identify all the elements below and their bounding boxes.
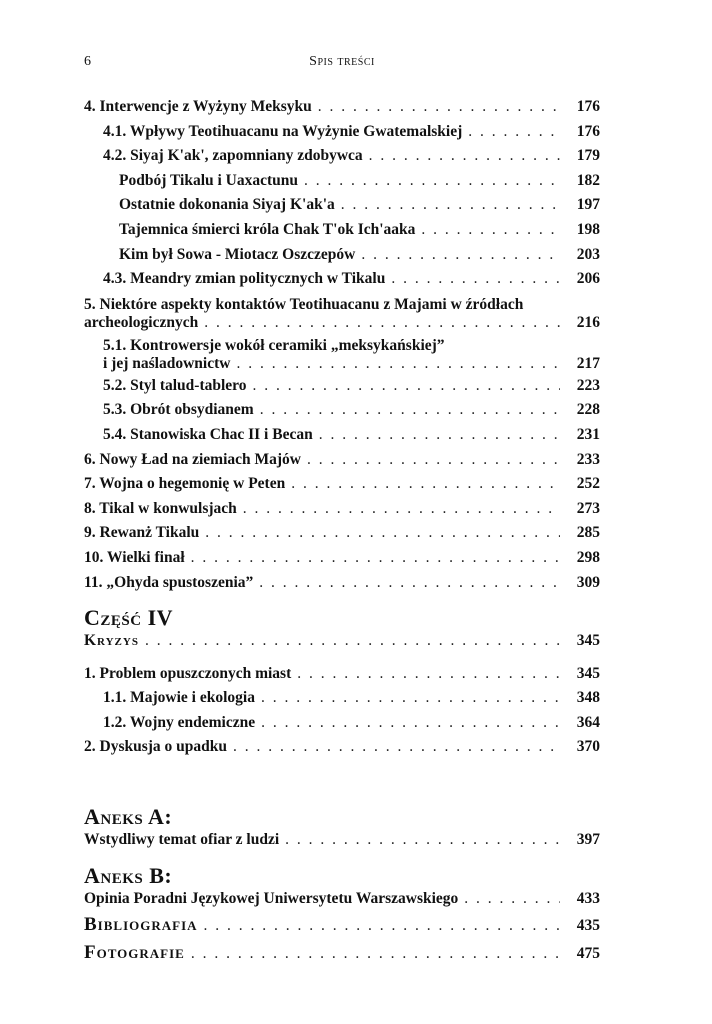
toc-entry-label: Wstydliwy temat ofiar z ludzi [84, 831, 280, 849]
toc-entry-page: 197 [576, 196, 600, 214]
toc-entry [84, 738, 600, 763]
dot-leader [341, 196, 560, 214]
toc-entry-label: Podbój Tikalu i Uaxactunu [119, 171, 299, 189]
toc-entry [84, 890, 600, 915]
toc-entry-label: 4. Interwencje z Wyżyny Meksyku [84, 98, 312, 115]
toc-entry-page: 397 [576, 831, 600, 849]
toc-entry-photos [84, 942, 600, 970]
dot-leader [261, 689, 560, 707]
toc-entry-label: 4.1. Wpływy Teotihuacanu na Wyżynie Gwatemalskiej [103, 122, 463, 140]
toc-entry [84, 377, 600, 402]
toc-entry [84, 475, 600, 500]
toc-entry [84, 689, 600, 714]
part-heading: Część IV [84, 605, 174, 631]
dot-leader [243, 500, 560, 518]
annex-a-heading: Aneks A: [84, 804, 173, 830]
toc-entry-label: 5.3. Obrót obsydianem [103, 401, 254, 419]
toc-entry-page: 298 [576, 548, 600, 566]
dot-leader [468, 123, 560, 141]
toc-entry-page: 228 [576, 401, 600, 419]
toc-entry [84, 401, 600, 426]
dot-leader [204, 314, 560, 332]
toc-entry [84, 221, 600, 246]
toc-entry-label-line2: archeologicznych [84, 313, 199, 331]
toc-entry-label: 1.2. Wojny endemiczne [103, 713, 256, 731]
toc-entry-label: 7. Wojna o hegemonię w Peten [84, 475, 286, 493]
toc-entry [84, 426, 600, 451]
dot-leader [297, 665, 560, 683]
toc-entry-label: 8. Tikal w konwulsjach [84, 499, 237, 517]
dot-leader [307, 451, 560, 469]
toc-entry-multiline [84, 336, 600, 377]
toc-entry-page: 176 [576, 122, 600, 140]
toc-entry-label-line1: 5.1. Kontrowersje wokół ceramiki „meksykańskiej” [103, 336, 445, 354]
dot-leader [259, 574, 560, 592]
dot-leader [391, 270, 560, 288]
dot-leader [261, 714, 560, 732]
toc-entry [84, 831, 600, 856]
toc-entry-page: 309 [576, 573, 600, 591]
toc-entry-page: 198 [576, 220, 600, 238]
toc-entry-label: 9. Rewanż Tikalu [84, 524, 200, 542]
toc-entry-page: 364 [576, 713, 600, 731]
toc-entry-page: 216 [576, 313, 600, 331]
toc-entry [84, 500, 600, 525]
toc-entry-label: 11. „Ohyda spustoszenia” [84, 573, 254, 591]
page-number: 6 [84, 54, 91, 69]
toc-entry [84, 451, 600, 476]
dot-leader [145, 632, 560, 650]
toc-entry-page: 179 [576, 147, 600, 165]
dot-leader [204, 917, 560, 935]
toc-entry-bibliography [84, 914, 600, 942]
toc-entry-page: 435 [576, 917, 600, 935]
toc-entry [84, 270, 600, 295]
dot-leader [260, 401, 560, 419]
toc-entry-label: 4.3. Meandry zmian politycznych w Tikalu [103, 270, 386, 288]
toc-entry-label: 6. Nowy Ład na ziemiach Majów [84, 450, 301, 468]
dot-leader [319, 426, 560, 444]
toc-entry [84, 665, 600, 690]
toc-entry-page: 176 [576, 98, 600, 115]
toc-entry-label: 2. Dyskusja o upadku [84, 738, 228, 756]
toc-entry-label: 1.1. Majowie i ekologia [103, 689, 255, 707]
toc-entry [84, 574, 600, 599]
dot-leader [361, 246, 560, 264]
toc-entry-label: 5.2. Styl talud-tablero [103, 376, 247, 394]
toc-entry-multiline [84, 295, 600, 336]
toc-entry-label: 10. Wielki finał [84, 548, 185, 566]
toc-entry [84, 196, 600, 221]
dot-leader [191, 549, 560, 567]
toc-entry-page: 345 [576, 632, 600, 650]
toc-entry-page: 348 [576, 689, 600, 707]
toc-entry [84, 549, 600, 574]
toc-entry-label: Kryzys [84, 632, 139, 650]
toc-entry [84, 246, 600, 271]
dot-leader [421, 221, 560, 239]
toc-entry-label: Fotografie [84, 942, 185, 964]
toc-entry [84, 123, 600, 148]
toc-entry [84, 98, 600, 123]
toc-entry [84, 524, 600, 549]
annex-b-heading: Aneks B: [84, 862, 173, 888]
dot-leader [236, 355, 560, 373]
toc-entry-page: 285 [576, 524, 600, 542]
toc-entry-page: 345 [576, 664, 600, 682]
toc-entry-page: 233 [576, 450, 600, 468]
toc-entry [84, 714, 600, 739]
toc-entry-page: 223 [576, 376, 600, 394]
toc-entry-page: 370 [576, 738, 600, 756]
toc-entry [84, 172, 600, 197]
dot-leader [253, 377, 560, 395]
dot-leader [191, 945, 560, 963]
dot-leader [205, 524, 560, 542]
toc-entry-page: 203 [576, 245, 600, 263]
dot-leader [318, 98, 560, 116]
toc-entry-label: Opinia Poradni Językowej Uniwersytetu Warszawskiego [84, 889, 459, 907]
toc-entry-label: Bibliografia [84, 914, 198, 936]
toc-entry-label: Tajemnica śmierci króla Chak T'ok Ich'aaka [119, 220, 416, 238]
toc-entry-page: 252 [576, 475, 600, 493]
toc-entry-label: Kim był Sowa - Miotacz Oszczepów [119, 245, 356, 263]
running-title: Spis treści [309, 54, 375, 69]
toc-entry-label: 5.4. Stanowiska Chac II i Becan [103, 425, 313, 443]
toc-entry-label: Ostatnie dokonania Siyaj K'ak'a [119, 196, 335, 214]
toc-entry-page: 231 [576, 425, 600, 443]
toc-entry-page: 217 [576, 354, 600, 372]
dot-leader [291, 475, 560, 493]
dot-leader [285, 831, 560, 849]
toc-entry-label: 1. Problem opuszczonych miast [84, 664, 292, 682]
dot-leader [464, 890, 560, 908]
toc-entry [84, 147, 600, 172]
dot-leader [304, 172, 560, 190]
toc-entry-page: 273 [576, 499, 600, 517]
toc-entry-label-line1: 5. Niektóre aspekty kontaktów Teotihuacanu z Majami w źródłach [84, 295, 524, 313]
toc-entry-page: 475 [576, 945, 600, 963]
toc-entry-label-line2: i jej naśladownictw [103, 354, 231, 372]
table-of-contents [84, 98, 600, 970]
toc-entry-page: 433 [576, 889, 600, 907]
dot-leader [233, 738, 560, 756]
toc-entry [84, 632, 600, 657]
toc-entry-page: 206 [576, 270, 600, 288]
toc-entry-label: 4.2. Siyaj K'ak', zapomniany zdobywca [103, 147, 363, 165]
toc-entry-page: 182 [576, 171, 600, 189]
dot-leader [369, 147, 560, 165]
running-header [84, 54, 600, 74]
